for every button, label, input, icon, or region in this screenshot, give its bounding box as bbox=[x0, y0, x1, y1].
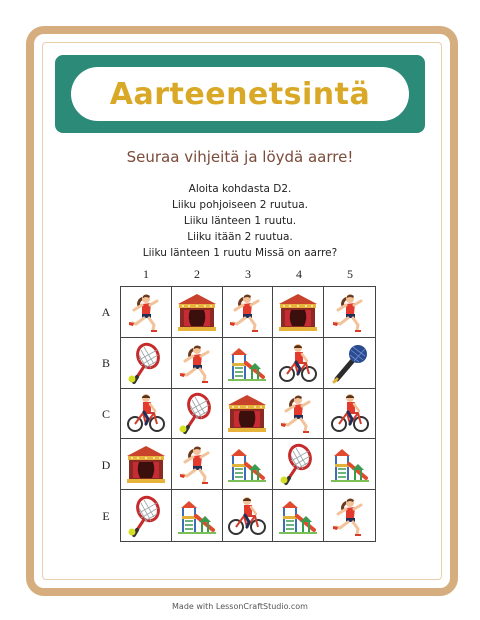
runner-girl-icon bbox=[328, 494, 372, 538]
cyclist-icon bbox=[124, 391, 168, 435]
grid-cell-D3 bbox=[223, 439, 274, 490]
grid-cell-B2 bbox=[172, 338, 223, 389]
tennis-racket-icon bbox=[175, 391, 219, 435]
playground-icon bbox=[225, 442, 269, 486]
column-label: 4 bbox=[296, 267, 302, 281]
clue-line: Liiku länteen 1 ruutu. bbox=[183, 215, 297, 227]
grid-cell-B5 bbox=[324, 338, 375, 389]
grid-cell-C2 bbox=[172, 389, 223, 440]
playground-icon bbox=[225, 341, 269, 385]
grid-cell-A1 bbox=[121, 287, 172, 338]
row-label: C bbox=[101, 407, 110, 421]
tennis-racket-icon bbox=[124, 494, 168, 538]
grid-cell-E1 bbox=[121, 490, 172, 541]
row-label: A bbox=[101, 305, 111, 319]
tennis-racket-icon bbox=[124, 341, 168, 385]
grid-cell-C4 bbox=[273, 389, 324, 440]
playground-icon bbox=[328, 442, 372, 486]
clue-line: Aloita kohdasta D2. bbox=[188, 183, 292, 195]
title-pill bbox=[71, 67, 409, 121]
clue-line: Liiku länteen 1 ruutu Missä on aarre? bbox=[142, 247, 338, 259]
column-label: 2 bbox=[194, 267, 200, 281]
grid-cell-B4 bbox=[273, 338, 324, 389]
grid-cell-C5 bbox=[324, 389, 375, 440]
tennis-racket-icon bbox=[276, 442, 320, 486]
column-label: 5 bbox=[347, 267, 353, 281]
grid-cell-C3 bbox=[223, 389, 274, 440]
playground-icon bbox=[175, 494, 219, 538]
runner-girl-icon bbox=[175, 341, 219, 385]
grid-cell-D5 bbox=[324, 439, 375, 490]
theater-stage-icon bbox=[124, 442, 168, 486]
theater-stage-icon bbox=[276, 290, 320, 334]
clue-list bbox=[0, 181, 480, 261]
grid-cell-B1 bbox=[121, 338, 172, 389]
grid-cell-B3 bbox=[223, 338, 274, 389]
column-label: 1 bbox=[143, 267, 149, 281]
grid-cell-E4 bbox=[273, 490, 324, 541]
clue-line: Liiku pohjoiseen 2 ruutua. bbox=[171, 199, 308, 211]
cyclist-icon bbox=[276, 341, 320, 385]
runner-girl-icon bbox=[276, 391, 320, 435]
grid-cell-E2 bbox=[172, 490, 223, 541]
row-label: D bbox=[101, 458, 111, 472]
theater-stage-icon bbox=[225, 391, 269, 435]
grid-cell-A5 bbox=[324, 287, 375, 338]
grid-cell-A4 bbox=[273, 287, 324, 338]
grid-cell-A2 bbox=[172, 287, 223, 338]
row-label: E bbox=[102, 509, 110, 523]
grid-cell-C1 bbox=[121, 389, 172, 440]
column-label: 3 bbox=[245, 267, 251, 281]
runner-girl-icon bbox=[175, 442, 219, 486]
page-title: Aarteenetsintä bbox=[109, 76, 371, 112]
grid-cell-D2 bbox=[172, 439, 223, 490]
footer-credit: Made with LessonCraftStudio.com bbox=[172, 602, 308, 611]
clue-line: Liiku itään 2 ruutua. bbox=[187, 231, 293, 243]
grid-cell-D4 bbox=[273, 439, 324, 490]
grid-cell-E5 bbox=[324, 490, 375, 541]
grid-cell-D1 bbox=[121, 439, 172, 490]
treasure-grid bbox=[120, 286, 376, 542]
subtitle: Seuraa vihjeitä ja löydä aarre! bbox=[126, 148, 354, 166]
cyclist-icon bbox=[225, 494, 269, 538]
playground-icon bbox=[276, 494, 320, 538]
cyclist-icon bbox=[328, 391, 372, 435]
runner-girl-icon bbox=[225, 290, 269, 334]
microphone-icon bbox=[328, 341, 372, 385]
runner-girl-icon bbox=[124, 290, 168, 334]
runner-girl-icon bbox=[328, 290, 372, 334]
grid-cell-E3 bbox=[223, 490, 274, 541]
row-label: B bbox=[101, 356, 110, 370]
grid-cell-A3 bbox=[223, 287, 274, 338]
theater-stage-icon bbox=[175, 290, 219, 334]
